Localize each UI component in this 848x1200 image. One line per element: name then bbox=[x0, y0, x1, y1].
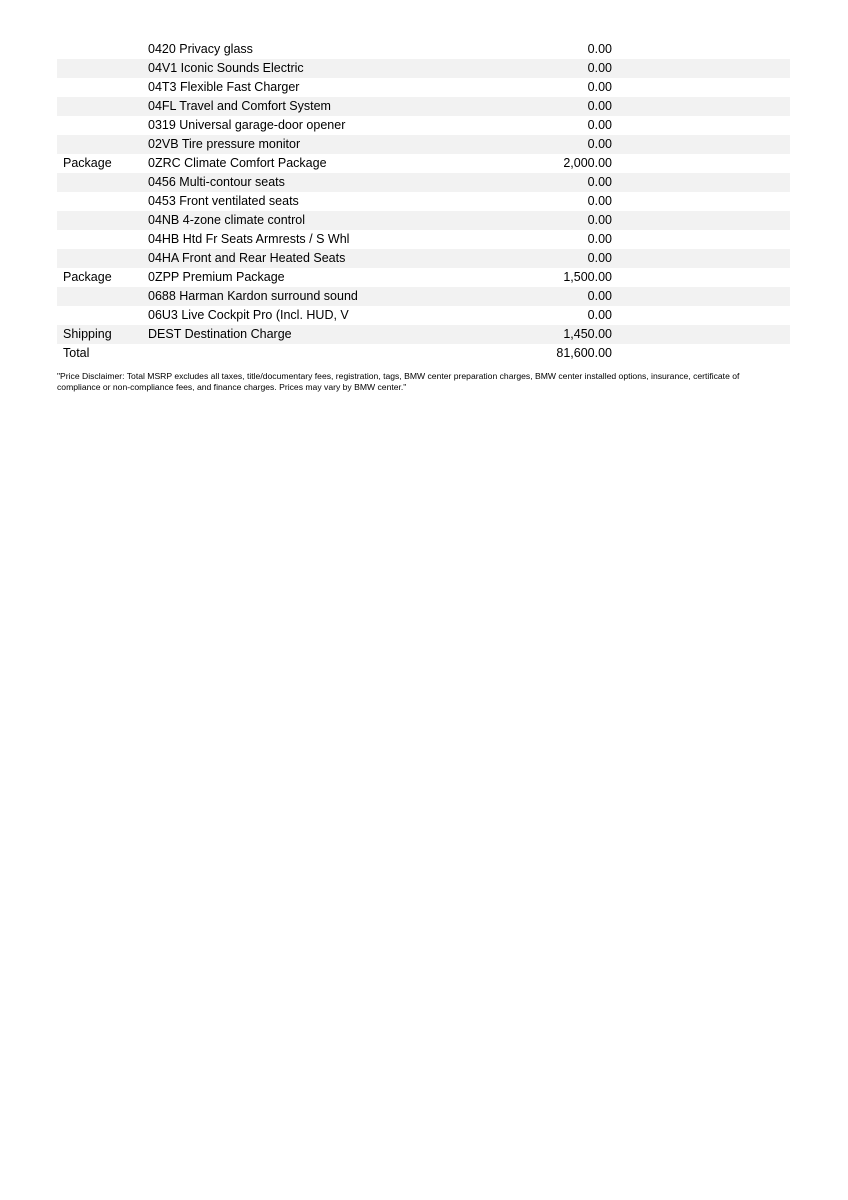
row-price-cell: 0.00 bbox=[587, 42, 612, 56]
table-row bbox=[57, 306, 790, 325]
table-row bbox=[57, 154, 790, 173]
table-row bbox=[57, 325, 790, 344]
row-description-cell: 0ZRC Climate Comfort Package bbox=[148, 156, 327, 170]
row-description-cell: 0456 Multi-contour seats bbox=[148, 175, 285, 189]
row-description-cell: 04HB Htd Fr Seats Armrests / S Whl bbox=[148, 232, 350, 246]
table-row bbox=[57, 249, 790, 268]
row-price-cell: 0.00 bbox=[587, 61, 612, 75]
table-row bbox=[57, 59, 790, 78]
row-description-cell: 0688 Harman Kardon surround sound bbox=[148, 289, 358, 303]
row-price-cell: 1,450.00 bbox=[563, 327, 612, 341]
row-price-cell: 0.00 bbox=[587, 137, 612, 151]
row-description-cell: 04T3 Flexible Fast Charger bbox=[148, 80, 300, 94]
price-disclaimer: "Price Disclaimer: Total MSRP excludes all taxes, title/documentary fees, registration, tags, BMW center preparation charges, BMW center installed options, insurance, certificate of compliance or non-compliance fees, and finance charges. Prices may vary by BMW center." bbox=[57, 371, 740, 393]
table-row bbox=[57, 173, 790, 192]
row-category-cell: Total bbox=[63, 346, 90, 360]
row-price-cell: 0.00 bbox=[587, 118, 612, 132]
row-price-cell: 0.00 bbox=[587, 251, 612, 265]
row-description-cell: 0319 Universal garage-door opener bbox=[148, 118, 346, 132]
row-price-cell: 81,600.00 bbox=[556, 346, 612, 360]
table-row bbox=[57, 211, 790, 230]
row-description-cell: 06U3 Live Cockpit Pro (Incl. HUD, V bbox=[148, 308, 349, 322]
row-price-cell: 0.00 bbox=[587, 213, 612, 227]
row-price-cell: 2,000.00 bbox=[563, 156, 612, 170]
row-category-cell: Package bbox=[63, 156, 112, 170]
options-table bbox=[57, 40, 790, 363]
table-row bbox=[57, 268, 790, 287]
row-description-cell: 02VB Tire pressure monitor bbox=[148, 137, 301, 151]
row-description-cell: 0420 Privacy glass bbox=[148, 42, 253, 56]
row-category-cell: Shipping bbox=[63, 327, 112, 341]
row-description-cell: 04V1 Iconic Sounds Electric bbox=[148, 61, 304, 75]
row-price-cell: 0.00 bbox=[587, 175, 612, 189]
row-price-cell: 0.00 bbox=[587, 194, 612, 208]
table-row bbox=[57, 97, 790, 116]
row-price-cell: 0.00 bbox=[587, 289, 612, 303]
row-description-cell: 04NB 4-zone climate control bbox=[148, 213, 306, 227]
table-row bbox=[57, 230, 790, 249]
row-price-cell: 0.00 bbox=[587, 308, 612, 322]
row-price-cell: 0.00 bbox=[587, 232, 612, 246]
row-price-cell: 0.00 bbox=[587, 99, 612, 113]
row-description-cell: 0453 Front ventilated seats bbox=[148, 194, 299, 208]
table-row bbox=[57, 116, 790, 135]
table-row bbox=[57, 135, 790, 154]
row-description-cell: 0ZPP Premium Package bbox=[148, 270, 285, 284]
table-row bbox=[57, 78, 790, 97]
row-description-cell: 04HA Front and Rear Heated Seats bbox=[148, 251, 346, 265]
row-description-cell: 04FL Travel and Comfort System bbox=[148, 99, 331, 113]
table-row bbox=[57, 287, 790, 306]
table-row bbox=[57, 344, 790, 363]
row-description-cell: DEST Destination Charge bbox=[148, 327, 292, 341]
table-row bbox=[57, 192, 790, 211]
row-price-cell: 0.00 bbox=[587, 80, 612, 94]
row-category-cell: Package bbox=[63, 270, 112, 284]
table-row bbox=[57, 40, 790, 59]
row-price-cell: 1,500.00 bbox=[563, 270, 612, 284]
